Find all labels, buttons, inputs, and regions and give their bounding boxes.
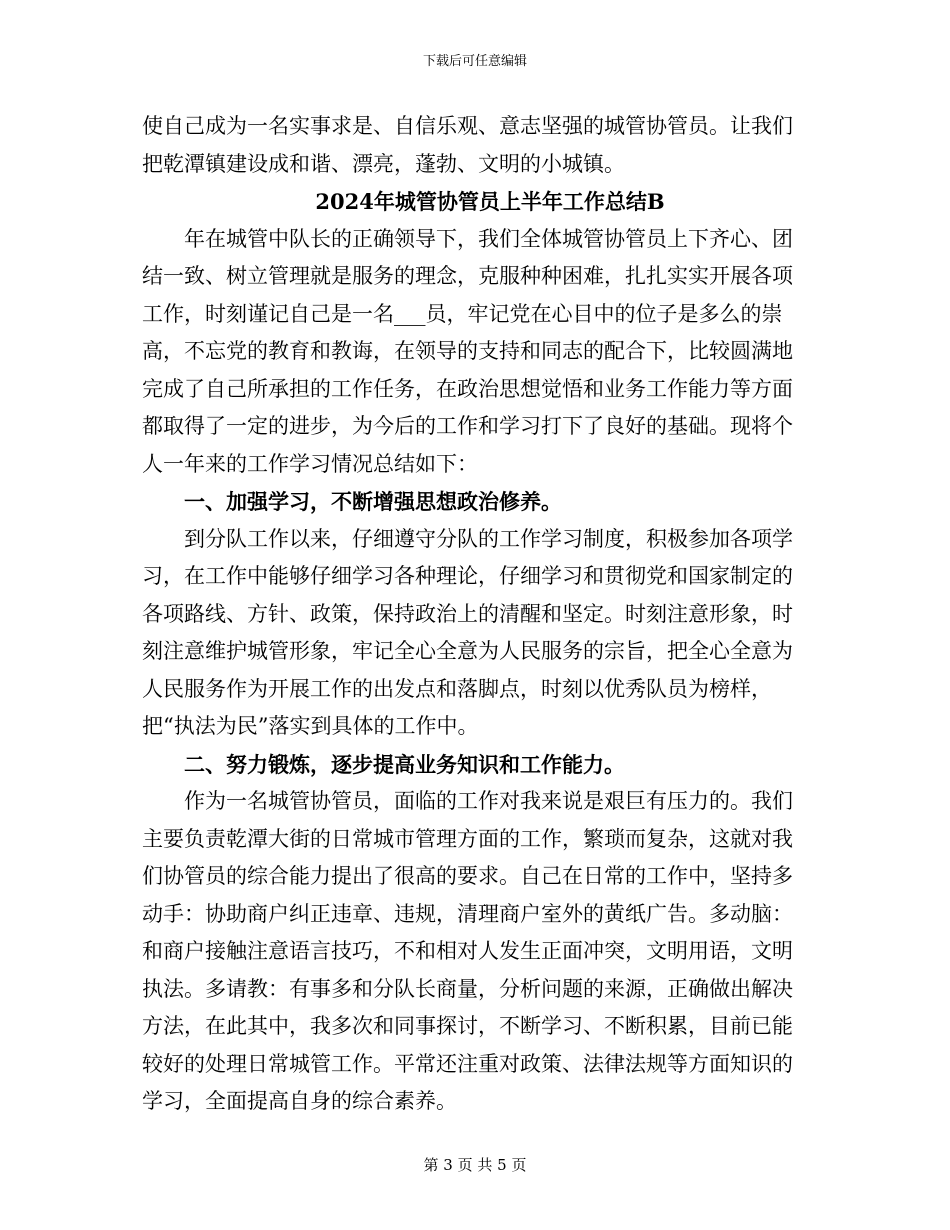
document-body bbox=[142, 108, 808, 1121]
header-note: 下载后可任意编辑 bbox=[422, 54, 527, 69]
section-1-heading: 一、加强学习，不断增强思想政治修养。 bbox=[184, 489, 562, 514]
intro-paragraph: 年在城管中队长的正确领导下，我们全体城管协管员上下齐心、团结一致、树立管理就是服务的理念，克服种种困难，扎扎实实开展各项工作，时刻谨记自己是一名___员，牢记党在心目中的位子是多么的崇高，不忘党的教育和教诲，在领导的支持和同志的配合下，比较圆满地完成了自己所承担的工作任务，在政治思想觉悟和业务工作能力等方面都取得了一定的进步，为今后的工作和学习打下了良好的基础。现将个人一年来的工作学习情况总结如下： bbox=[142, 226, 793, 476]
page-number: 第 3 页 共 5 页 bbox=[423, 1156, 527, 1174]
section-2-paragraph: 作为一名城管协管员，面临的工作对我来说是艰巨有压力的。我们主要负责乾潭大街的日常城市管理方面的工作，繁琐而复杂，这就对我们协管员的综合能力提出了很高的要求。自己在日常的工作中，坚持多动手：协助商户纠正违章、违规，清理商户室外的黄纸广告。多动脑：和商户接触注意语言技巧，不和相对人发生正面冲突，文明用语，文明执法。多请教：有事多和分队长商量，分析问题的来源，正确做出解决方法，在此其中，我多次和同事探讨，不断学习、不断积累，目前已能较好的处理日常城管工作。平常还注重对政策、法律法规等方面知识的学习，全面提高自身的综合素养。 bbox=[142, 789, 793, 1113]
continuation-paragraph: 使自己成为一名实事求是、自信乐观、意志坚强的城管协管员。让我们把乾潭镇建设成和谐、漂亮，蓬勃、文明的小城镇。 bbox=[142, 114, 793, 176]
document-title: 2024年城管协管员上半年工作总结B bbox=[315, 189, 665, 214]
section-1-paragraph: 到分队工作以来，仔细遵守分队的工作学习制度，积极参加各项学习，在工作中能够仔细学习各种理论，仔细学习和贯彻党和国家制定的各项路线、方针、政策，保持政治上的清醒和坚定。时刻注意形象，时刻注意维护城管形象，牢记全心全意为人民服务的宗旨，把全心全意为人民服务作为开展工作的出发点和落脚点，时刻以优秀队员为榜样，把“执法为民”落实到具体的工作中。 bbox=[142, 526, 793, 738]
section-2-heading: 二、努力锻炼，逐步提高业务知识和工作能力。 bbox=[184, 751, 625, 777]
